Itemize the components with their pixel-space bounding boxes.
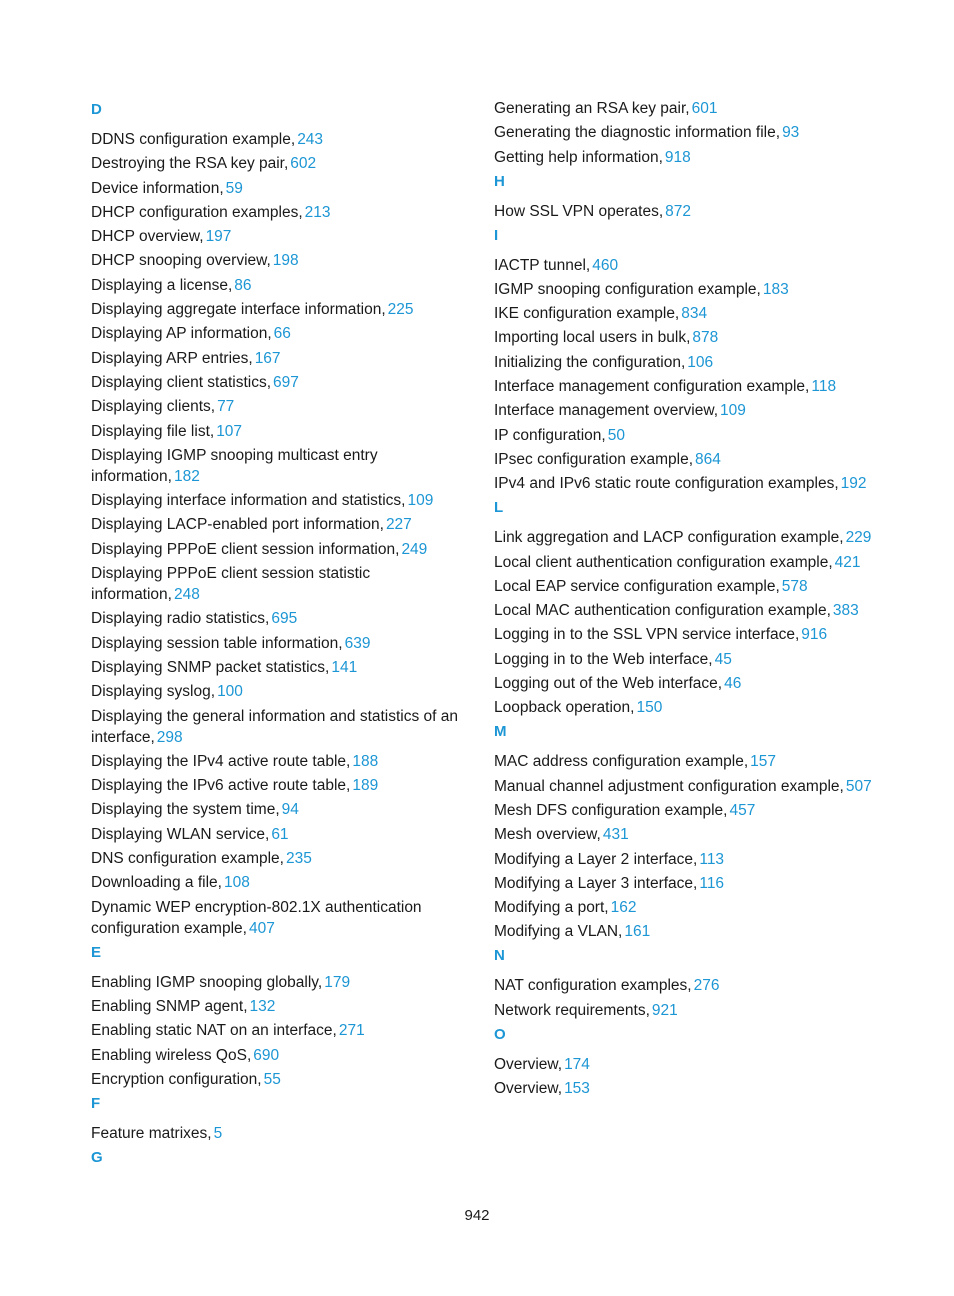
section-letter: D [91, 101, 102, 118]
index-entry [91, 275, 466, 296]
index-entry-page-link[interactable]: 100 [217, 683, 243, 701]
index-entry-label: Destroying the RSA key pair, [91, 155, 289, 173]
index-entry-page-link[interactable]: 179 [324, 973, 351, 991]
index-entry-page-link[interactable]: 229 [845, 529, 872, 547]
index-entry-label: IGMP snooping configuration example, [494, 280, 761, 298]
index-entry-page-link[interactable]: 601 [691, 100, 718, 117]
index-entry [494, 527, 874, 548]
index-entry-label: IP configuration, [494, 426, 606, 444]
index-entry [91, 706, 466, 748]
index-entry-label: Feature matrixes, [91, 1124, 212, 1142]
index-entry [91, 848, 466, 869]
index-entry-page-link[interactable]: 248 [173, 586, 200, 604]
index-entry-label: Link aggregation and LACP configuration example, [494, 529, 844, 547]
index-entry [494, 673, 874, 694]
index-entry-label: Displaying SNMP packet statistics, [91, 658, 330, 676]
page-number: 942 [464, 1207, 490, 1224]
index-entry [91, 563, 466, 605]
index-entry-page-link[interactable]: 161 [624, 923, 651, 941]
index-entry-page-link[interactable]: 167 [254, 349, 281, 367]
index-entry-page-link[interactable]: 271 [338, 1022, 365, 1040]
index-entry [494, 376, 874, 397]
index-entry-page-link[interactable]: 243 [297, 131, 324, 148]
index-entry-page-link[interactable]: 61 [271, 825, 289, 843]
index-entry-label: IPv4 and IPv6 static route configuration examples, [494, 475, 839, 493]
index-entry-label: Displaying AP information, [91, 325, 272, 343]
index-entry [494, 1000, 874, 1021]
index-entry-label: Logging out of the Web interface, [494, 675, 723, 693]
index-entry [91, 202, 466, 223]
index-entry-page-link[interactable]: 153 [564, 1080, 590, 1098]
section-letter: O [494, 1025, 506, 1043]
index-entry-label: Logging in to the Web interface, [494, 650, 713, 668]
index-entry-label: Downloading a file, [91, 874, 222, 892]
index-entry-page-link[interactable]: 183 [762, 280, 789, 298]
index-entry [494, 697, 874, 718]
index-entry [91, 996, 466, 1017]
index-entry-page-link[interactable]: 918 [664, 148, 691, 166]
index-entry-label: Interface management overview, [494, 402, 719, 420]
index-entry-label: Displaying LACP-enabled port information, [91, 516, 384, 534]
index-entry-page-link[interactable]: 162 [610, 899, 637, 917]
index-entry-label: Enabling SNMP agent, [91, 997, 248, 1015]
index-entry-page-link[interactable]: 45 [714, 650, 732, 668]
index-entry-label: Initializing the configuration, [494, 353, 686, 371]
index-entry [91, 539, 466, 560]
section-letter: G [91, 1148, 103, 1166]
index-entry [494, 122, 874, 143]
index-entry-label: Displaying WLAN service, [91, 825, 270, 843]
index-entry-label: Displaying aggregate interface information, [91, 301, 386, 319]
index-entry-label: Modifying a Layer 3 interface, [494, 874, 698, 892]
section-letter: H [494, 172, 505, 190]
index-entry [91, 129, 466, 150]
index-entry-page-link[interactable]: 109 [407, 492, 434, 510]
index-entry [494, 873, 874, 894]
index-entry-page-link[interactable]: 431 [602, 826, 629, 844]
index-entry [91, 421, 466, 442]
index-entry-label: NAT configuration examples, [494, 977, 692, 995]
index-entry [494, 1054, 874, 1075]
index-entry-label: Enabling wireless QoS, [91, 1046, 252, 1064]
index-entry-label: Displaying the general information and statistics of an interface, [91, 707, 459, 746]
index-entry-page-link[interactable]: 383 [832, 602, 859, 620]
index-entry [91, 824, 466, 845]
section-letter: M [494, 723, 507, 741]
index-entry-label: Logging in to the SSL VPN service interface, [494, 626, 800, 644]
index-entry-page-link[interactable]: 107 [216, 422, 243, 440]
index-entry [91, 751, 466, 772]
section-letter: L [494, 499, 504, 517]
index-entry [91, 633, 466, 654]
index-entry-label: Displaying file list, [91, 422, 215, 440]
index-entry [91, 372, 466, 393]
index-entry-page-link[interactable]: 66 [273, 325, 291, 343]
index-entry-page-link[interactable]: 602 [290, 155, 317, 173]
index-entry [494, 849, 874, 870]
index-entry-label: Local EAP service configuration example, [494, 577, 780, 595]
index-entry-page-link[interactable]: 77 [217, 398, 235, 416]
index-entry [494, 98, 874, 119]
index-entry-label: Encryption configuration, [91, 1070, 262, 1088]
index-entry-label: DDNS configuration example, [91, 131, 296, 148]
index-entry [91, 178, 466, 199]
index-entry [494, 201, 874, 222]
index-entry-label: DHCP overview, [91, 228, 204, 246]
index-entry [494, 649, 874, 670]
index-entry-page-link[interactable]: 834 [681, 305, 708, 323]
index-entry-label: Local client authentication configuration example, [494, 553, 833, 571]
index-entry-label: DHCP snooping overview, [91, 252, 271, 270]
index-entry [91, 299, 466, 320]
index-entry [91, 775, 466, 796]
index-entry [91, 153, 466, 174]
index-entry-label: Displaying clients, [91, 398, 216, 416]
index-entry-label: Displaying interface information and statistics, [91, 492, 406, 510]
index-entry-label: Displaying IGMP snooping multicast entry information, [91, 446, 378, 485]
index-entry [494, 897, 874, 918]
index-entry-label: Displaying PPPoE client session statistic information, [91, 565, 371, 604]
index-entry-label: Loopback operation, [494, 699, 635, 717]
index-entry [494, 400, 874, 421]
index-entry-label: Local MAC authentication configuration example, [494, 602, 831, 620]
section-letter: N [494, 947, 505, 965]
index-entry [91, 1020, 466, 1041]
index-entry [91, 872, 466, 893]
index-entry [494, 1078, 874, 1099]
index-entry [494, 921, 874, 942]
index-entry-page-link[interactable]: 106 [687, 353, 714, 371]
index-entry-label: Manual channel adjustment configuration example, [494, 777, 844, 795]
index-entry-page-link[interactable]: 225 [387, 301, 414, 319]
index-entry-label: Displaying client statistics, [91, 373, 272, 391]
index-entry-page-link[interactable]: 93 [782, 124, 800, 142]
index-entry-label: Network requirements, [494, 1001, 650, 1019]
index-entry [494, 552, 874, 573]
index-entry-page-link[interactable]: 157 [750, 753, 777, 771]
index-entry-page-link[interactable]: 59 [225, 179, 243, 197]
index-entry-page-link[interactable]: 213 [304, 203, 331, 221]
index-entry-label: Displaying the IPv4 active route table, [91, 752, 351, 770]
index-entry-label: Overview, [494, 1055, 563, 1073]
index-entry-label: Modifying a VLAN, [494, 923, 623, 941]
index-entry [91, 1045, 466, 1066]
index-entry [494, 776, 874, 797]
index-entry-page-link[interactable]: 182 [173, 467, 200, 485]
index-entry-page-link[interactable]: 197 [205, 228, 232, 246]
index-entry [494, 975, 874, 996]
index-entry-page-link[interactable]: 5 [213, 1124, 223, 1142]
index-entry-page-link[interactable]: 174 [564, 1055, 590, 1073]
index-entry-label: Importing local users in bulk, [494, 329, 691, 347]
index-entry [494, 576, 874, 597]
index-entry [91, 1123, 466, 1144]
index-entry-page-link[interactable]: 198 [272, 252, 299, 270]
index-entry [494, 751, 874, 772]
index-entry-label: Displaying a license, [91, 276, 233, 294]
index-entry-page-link[interactable]: 235 [286, 850, 312, 868]
index-entry-label: Dynamic WEP encryption-802.1X authentication configuration example, [91, 898, 422, 937]
index-entry-page-link[interactable]: 578 [781, 577, 808, 595]
index-entry-page-link[interactable]: 690 [253, 1046, 280, 1064]
index-entry-label: Generating the diagnostic information file, [494, 124, 781, 142]
index-entry [494, 303, 874, 324]
index-entry-label: Device information, [91, 179, 224, 197]
index-entry-page-link[interactable]: 916 [801, 626, 828, 644]
index-entry-page-link[interactable]: 695 [271, 610, 298, 628]
index-entry-label: IPsec configuration example, [494, 450, 694, 468]
index-entry-page-link[interactable]: 457 [729, 801, 756, 819]
index-entry-page-link[interactable]: 878 [692, 329, 719, 347]
index-entry [494, 824, 874, 845]
index-entry-label: Displaying syslog, [91, 683, 216, 701]
index-entry-page-link[interactable]: 697 [273, 373, 299, 391]
index-entry-page-link[interactable]: 298 [156, 728, 183, 746]
index-entry-page-link[interactable]: 55 [263, 1070, 281, 1088]
index-entry-page-link[interactable]: 639 [344, 634, 371, 652]
index-entry-label: Modifying a port, [494, 899, 609, 917]
index-entry [91, 445, 466, 487]
index-entry-page-link[interactable]: 189 [352, 777, 379, 795]
index-entry [91, 323, 466, 344]
index-entry-page-link[interactable]: 46 [724, 675, 742, 693]
index-entry [91, 1069, 466, 1090]
index-entry [91, 972, 466, 993]
index-entry [494, 473, 874, 494]
index-entry-label: Overview, [494, 1080, 563, 1098]
index-entry-page-link[interactable]: 421 [834, 553, 861, 571]
index-entry-page-link[interactable]: 188 [352, 752, 379, 770]
index-entry [91, 681, 466, 702]
index-entry-label: Mesh DFS configuration example, [494, 801, 728, 819]
index-entry [91, 250, 466, 271]
index-entry [494, 279, 874, 300]
index-entry-page-link[interactable]: 921 [651, 1001, 678, 1019]
index-entry [91, 396, 466, 417]
index-entry-page-link[interactable]: 864 [695, 450, 721, 468]
index-entry-page-link[interactable]: 86 [234, 276, 252, 294]
index-entry [494, 147, 874, 168]
index-entry [494, 327, 874, 348]
index-entry-page-link[interactable]: 109 [720, 402, 746, 420]
index-entry-page-link[interactable]: 116 [699, 874, 725, 892]
index-entry-page-link[interactable]: 118 [811, 378, 837, 396]
index-entry-label: Displaying the IPv6 active route table, [91, 777, 351, 795]
index-entry-page-link[interactable]: 460 [592, 256, 619, 274]
index-entry [91, 490, 466, 511]
index-entry [494, 800, 874, 821]
index-entry [494, 352, 874, 373]
index-entry-label: How SSL VPN operates, [494, 202, 664, 220]
index-entry [91, 226, 466, 247]
index-entry [91, 897, 466, 939]
index-entry-page-link[interactable]: 407 [248, 919, 275, 937]
index-entry-page-link[interactable]: 150 [636, 699, 663, 717]
index-column-right [494, 98, 874, 1102]
index-entry-page-link[interactable]: 249 [401, 540, 428, 558]
index-entry-page-link[interactable]: 94 [281, 801, 299, 819]
index-entry [91, 348, 466, 369]
index-entry [494, 255, 874, 276]
index-entry-page-link[interactable]: 141 [331, 658, 358, 676]
index-entry-page-link[interactable]: 276 [693, 977, 720, 995]
index-entry-label: Interface management configuration example, [494, 378, 810, 396]
section-letter: E [91, 943, 102, 961]
index-entry-page-link[interactable]: 227 [385, 516, 412, 534]
index-entry-label: IACTP tunnel, [494, 256, 591, 274]
index-entry [494, 425, 874, 446]
index-entry-page-link[interactable]: 192 [840, 475, 867, 493]
index-column-left [91, 98, 466, 1177]
index-entry-label: Displaying ARP entries, [91, 349, 253, 367]
index-entry-label: Mesh overview, [494, 826, 601, 844]
index-entry-page-link[interactable]: 872 [665, 202, 692, 220]
index-entry [494, 449, 874, 470]
index-entry-page-link[interactable]: 132 [249, 997, 276, 1015]
index-entry-label: Enabling static NAT on an interface, [91, 1022, 337, 1040]
index-entry-label: Displaying session table information, [91, 634, 343, 652]
index-entry-page-link[interactable]: 113 [699, 850, 725, 868]
index-entry [494, 624, 874, 645]
index-entry-label: Generating an RSA key pair, [494, 100, 690, 117]
index-entry-label: Displaying PPPoE client session information, [91, 540, 400, 558]
index-entry-label: Getting help information, [494, 148, 663, 166]
index-entry [91, 799, 466, 820]
section-letter: I [494, 226, 499, 244]
index-entry-label: Enabling IGMP snooping globally, [91, 973, 323, 991]
index-entry-label: Modifying a Layer 2 interface, [494, 850, 698, 868]
section-letter: F [91, 1094, 101, 1112]
index-entry [91, 657, 466, 678]
index-entry-page-link[interactable]: 507 [845, 777, 872, 795]
index-entry-label: DNS configuration example, [91, 850, 284, 868]
index-entry-label: Displaying the system time, [91, 801, 280, 819]
index-entry [91, 608, 466, 629]
index-entry-label: Displaying radio statistics, [91, 610, 270, 628]
index-entry-page-link[interactable]: 108 [223, 874, 250, 892]
index-entry-label: MAC address configuration example, [494, 753, 749, 771]
index-entry [91, 514, 466, 535]
index-entry [494, 600, 874, 621]
index-entry-label: IKE configuration example, [494, 305, 680, 323]
index-entry-label: DHCP configuration examples, [91, 203, 303, 221]
index-entry-page-link[interactable]: 50 [607, 426, 625, 444]
